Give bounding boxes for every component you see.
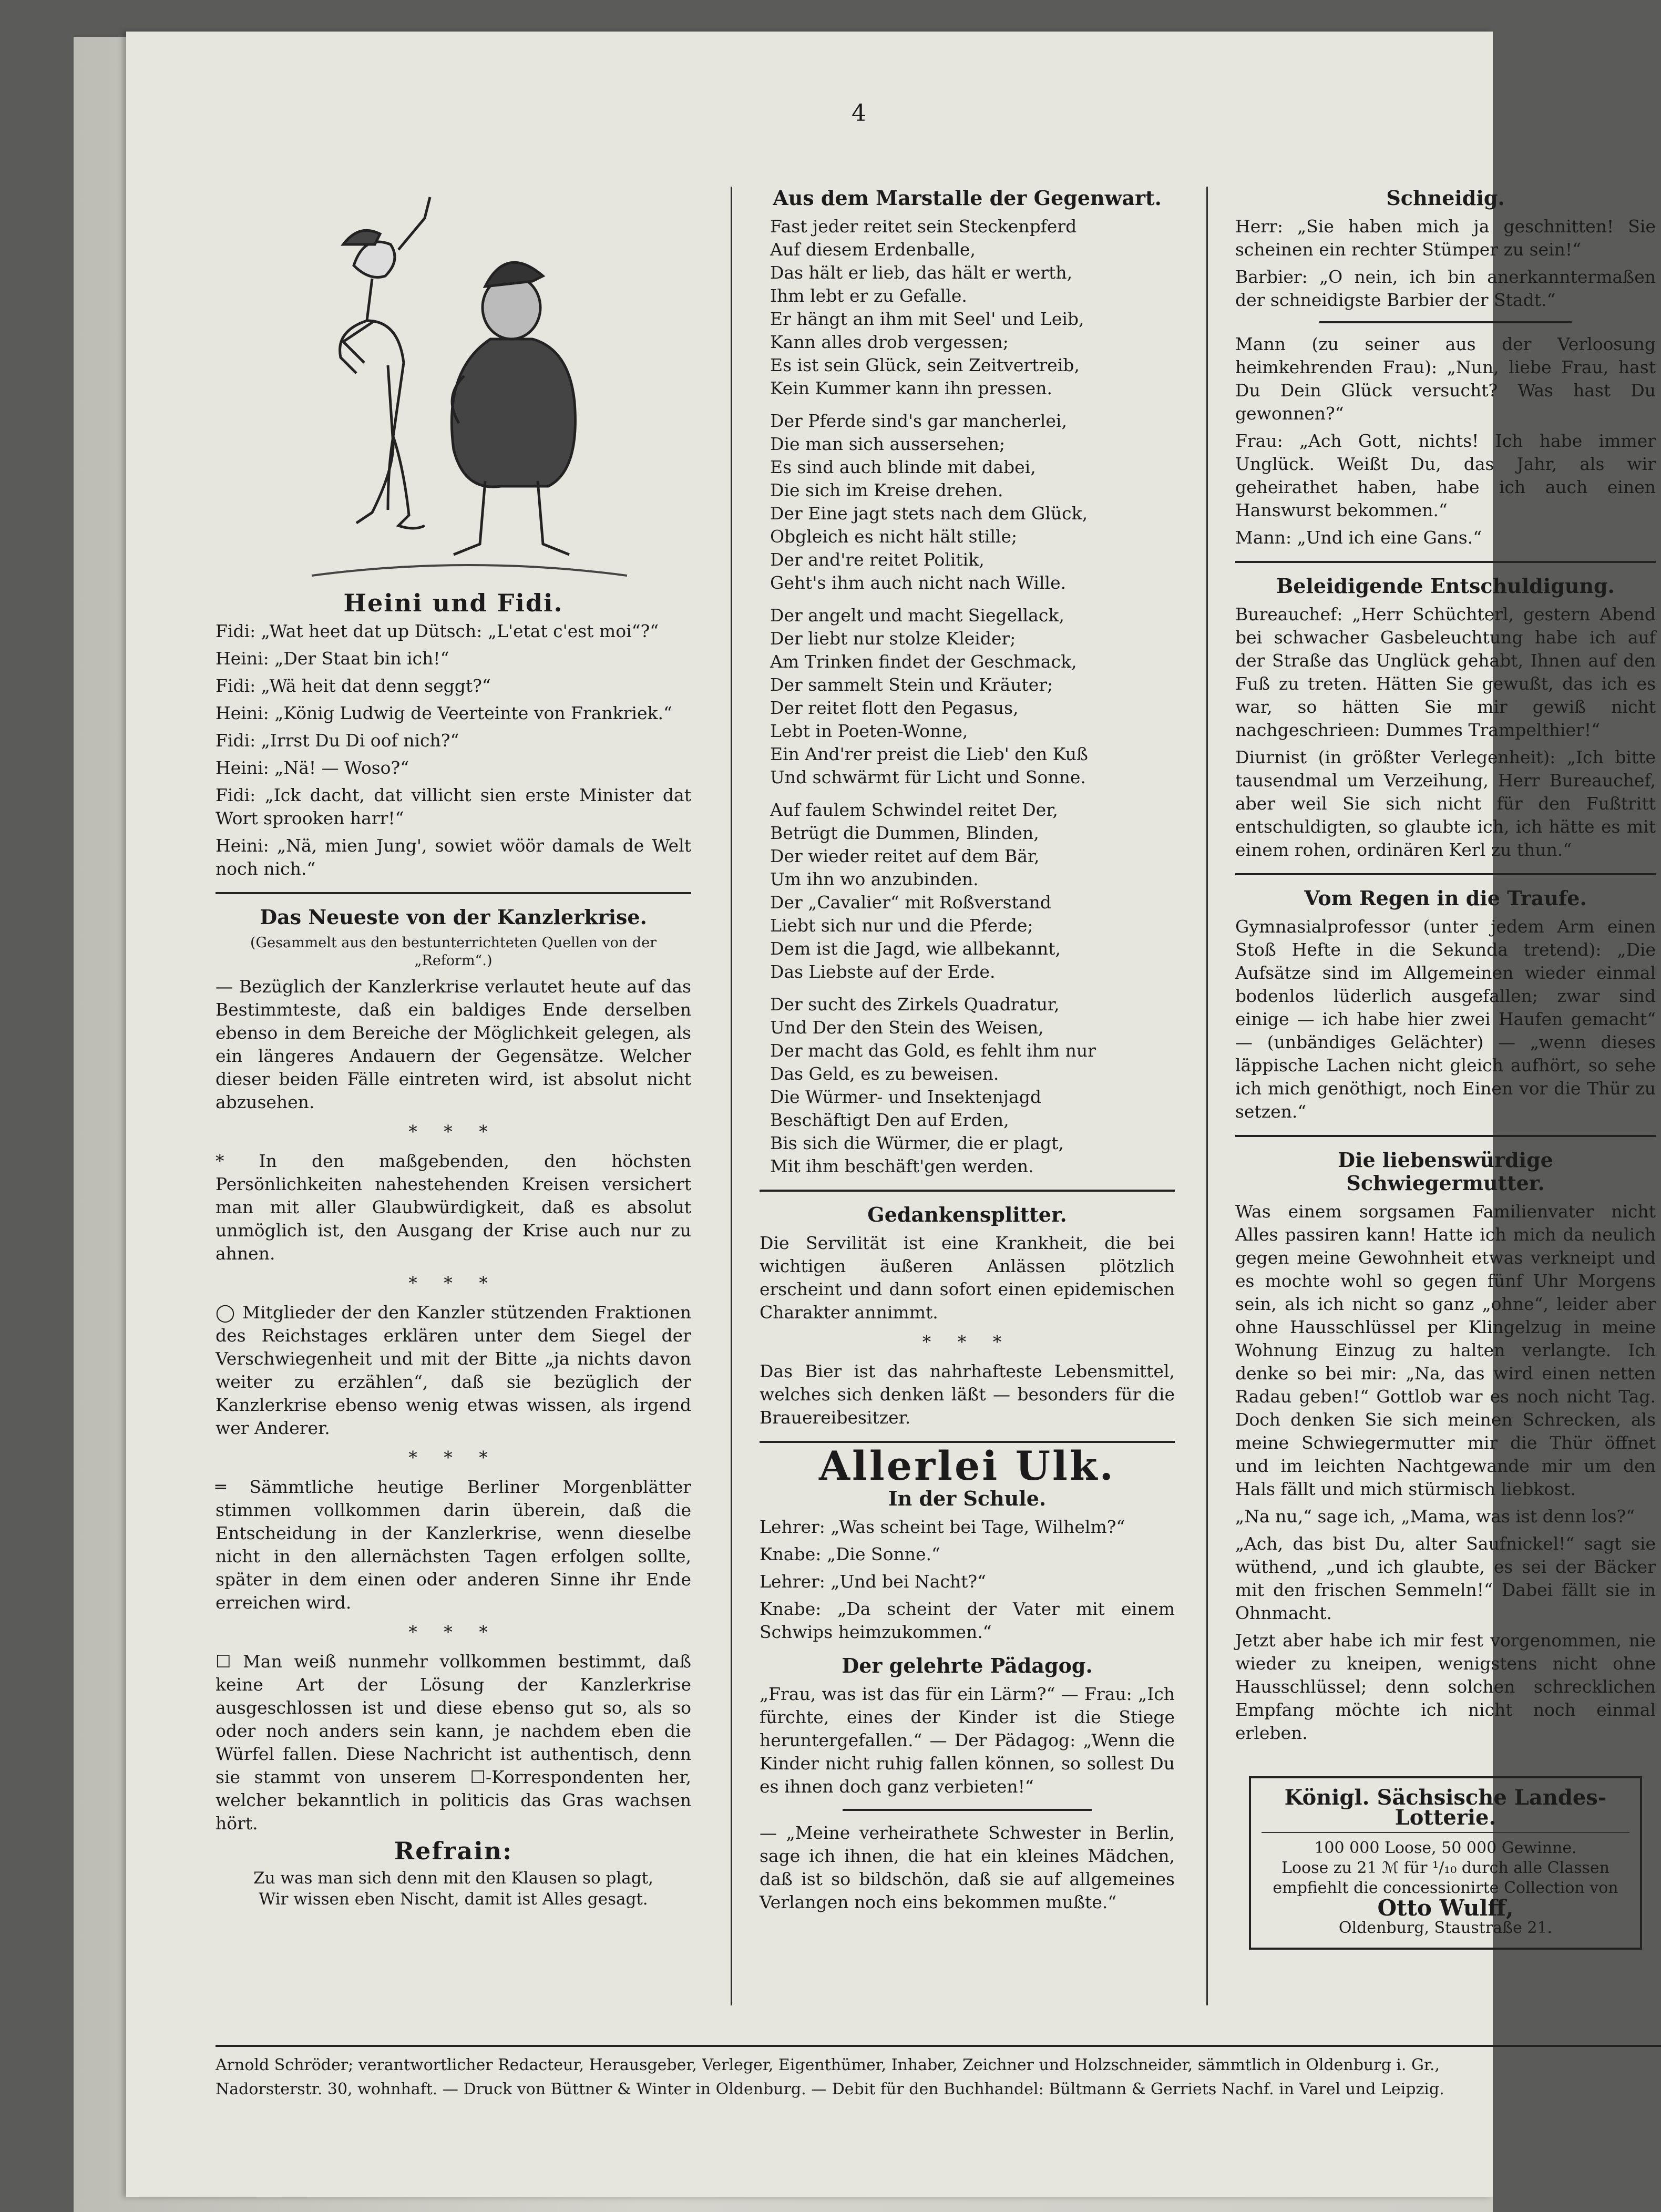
section-divider <box>1235 1135 1656 1137</box>
ad-name: Otto Wulff, <box>1377 1895 1514 1921</box>
paedagog-paragraph: „Frau, was ist das für ein Lärm?“ — Frau: „Ich fürchte, eines der Kinder ist die Stiege heruntergefallen.“ — Der Pädagog: „Wenn die Kinder nicht ruhig fallen können, so sollest Du es ihnen doch ganz verbieten!“ <box>760 1684 1175 1797</box>
kanzler-title: Das Neueste von der Kanzlerkrise. <box>260 905 647 929</box>
kanzler-paragraph: — Bezüglich der Kanzlerkrise verlautet heute auf das Bestimmteste, daß ein baldiges Ende derselben ebenso in dem Bereiche der Möglichkeit gelegen, als ein längeres Andauern der Gegensätze. Welcher dieser beiden Fälle eintreten wird, ist absolut nicht abzusehen. <box>216 976 691 1112</box>
stars-separator: * * * <box>922 1332 1012 1352</box>
schule-line: Lehrer: „Und bei Nacht?“ <box>760 1571 986 1592</box>
poem-stanza <box>760 604 1175 789</box>
verse-line: Das Geld, es zu beweisen. <box>770 1063 999 1084</box>
verse-line: Bis sich die Würmer, die er plagt, <box>770 1133 1064 1153</box>
verse-line: Auf diesem Erdenballe, <box>770 239 976 260</box>
stars-separator: * * * <box>408 1447 498 1468</box>
ad-title: Königl. Sächsische Landes-Lotterie. <box>1262 1788 1629 1833</box>
verse-line: Es ist sein Glück, sein Zeitvertreib, <box>770 355 1080 375</box>
heini-fidi-cartoon-illustration <box>264 187 643 586</box>
schwieger-paragraph: Was einem sorgsamen Familienvater nicht Alles passiren kann! Hatte ich mich da neulich gegen meine Gewohnheit etwas verkneipt und es mochte wohl so gegen fünf Uhr Morgens sein, als ich nicht so ganz „ohne“, leider aber ohne Hausschlüssel per Klingelzug in meine Wohnung Einzug zu halten verlangte. Ich denke so bei mir: „Na, das wird einen netten Radau geben!“ Gottlob war es noch nicht Tag. Doch denken Sie sich meinen Schrecken, als meine Schwiegermutter mir die Thür öffnet und im leichten Nachtgewande mir um den Hals fällt und mich stürmisch liebkost. <box>1235 1201 1656 1499</box>
verse-line: Kann alles drob vergessen; <box>770 332 1009 352</box>
column-middle <box>760 187 1175 1918</box>
column-rule <box>731 187 732 2005</box>
schwieger-title: Die liebenswürdige Schwiegermutter. <box>1338 1148 1553 1195</box>
dialog-line: Fidi: „Wä heit dat denn seggt?“ <box>216 675 491 696</box>
verse-line: Die Würmer- und Insektenjagd <box>770 1087 1041 1107</box>
verse-line: Am Trinken findet der Geschmack, <box>770 651 1077 672</box>
refrain-line: Zu was man sich denn mit den Klausen so plagt, <box>253 1869 653 1888</box>
verse-line: Um ihn wo anzubinden. <box>770 869 979 889</box>
beleid-paragraph: Diurnist (in größter Verlegenheit): „Ich bitte tausendmal um Verzeihung, Herr Bureauchef, aber weil Sie sich nicht für den Fußtritt entschuldigten, so glaubte ich, ich hätte es mit einem rohen, ordinären Kerl zu thun.“ <box>1235 747 1656 860</box>
verse-line: Der angelt und macht Siegellack, <box>770 605 1064 626</box>
stars-separator: * * * <box>408 1121 498 1142</box>
schule-line: Knabe: „Die Sonne.“ <box>760 1544 940 1564</box>
schule-line: Knabe: „Da scheint der Vater mit einem Schwips heimzukommen.“ <box>760 1599 1175 1642</box>
verse-line: Der macht das Gold, es fehlt ihm nur <box>770 1040 1096 1061</box>
poem-stanza <box>760 215 1175 400</box>
short-divider <box>843 1809 1092 1811</box>
lottery-advertisement <box>1249 1776 1642 1950</box>
footer-line: Arnold Schröder; verantwortlicher Redacteur, Herausgeber, Verleger, Eigenthümer, Inhaber, Zeichner und Holzschneider, sämmtlich in Oldenburg i. Gr., <box>216 2056 1440 2074</box>
footer-line: Nadorsterstr. 30, wohnhaft. — Druck von Büttner & Winter in Oldenburg. — Debit für den Buchhandel: Bültmann & Gerriets Nachf. in Varel und Leipzig. <box>216 2080 1444 2098</box>
beleid-paragraph: Bureauchef: „Herr Schüchterl, gestern Abend bei schwacher Gasbeleuchtung habe ich auf der Straße das Unglück gehabt, Ihnen auf den Fuß zu treten. Hätten Sie gewußt, das ich es war, so hätten Sie mir gewiß nicht nachgeschrieen: Dummes Trampelthier!“ <box>1235 604 1656 740</box>
kanzler-subtitle: (Gesammelt aus den bestunterrichteten Quellen von der „Reform“.) <box>250 935 657 969</box>
short-divider <box>1319 321 1572 323</box>
poem-stanza <box>760 993 1175 1178</box>
paedagog-title: Der gelehrte Pädagog. <box>842 1654 1093 1677</box>
stars-separator: * * * <box>408 1273 498 1293</box>
imprint-footer <box>216 2045 1661 2102</box>
verse-line: Der liebt nur stolze Kleider; <box>770 628 1016 649</box>
section-divider <box>216 892 691 894</box>
kanzler-paragraph: ☐ Man weiß nunmehr vollkommen bestimmt, daß keine Art der Lösung der Kanzlerkrise ausgeschlossen ist und diese ebenso gut so, als so oder noch anders sein kann, je nachdem eben die Würfel fallen. Diese Nachricht ist authentisch, denn sie stammt von unserem ☐-Korrespondenten her, welcher bekanntlich in politicis das Gras wachsen hört. <box>216 1651 691 1834</box>
ad-line: Loose zu 21 ℳ für ¹/₁₀ durch alle Classen empfiehlt die concessionirte Collection von <box>1273 1859 1618 1897</box>
gedanken-paragraph: Die Servilität ist eine Krankheit, die bei wichtigen äußeren Anlässen plötzlich erscheint und dann sofort einen epidemischen Charakter annimmt. <box>760 1233 1175 1323</box>
verse-line: Und schwärmt für Licht und Sonne. <box>770 767 1086 787</box>
gedanken-title: Gedankensplitter. <box>867 1203 1067 1226</box>
kanzler-paragraph: ═ Sämmtliche heutige Berliner Morgenblätter stimmen vollkommen darin überein, daß die Entscheidung in der Kanzlerkrise, wenn dieselbe nicht in den allernächsten Tagen erfolgen sollte, später in dem einen oder anderen Sinne ihr Ende erreichen wird. <box>216 1477 691 1613</box>
schwieger-paragraph: „Na nu,“ sage ich, „Mama, was ist denn los?“ <box>1235 1506 1635 1527</box>
beleid-title: Beleidigende Entschuldigung. <box>1276 574 1615 598</box>
section-divider <box>1235 873 1656 875</box>
ad-address: Oldenburg, Staustraße 21. <box>1338 1919 1553 1937</box>
verse-line: Die man sich aussersehen; <box>770 434 1006 454</box>
verse-line: Er hängt an ihm mit Seel' und Leib, <box>770 309 1084 329</box>
regen-paragraph: Gymnasialprofessor (unter jedem Arm einen Stoß Hefte in die Sekunda tretend): „Die Aufsätze sind im Allgemeinen wieder einmal bodenlos lüderlich ausgefallen; zwar sind einige — ich habe hier zwei Haufen gemacht“ — (unbändiges Gelächter) — „wenn dieses läppische Lachen nicht gleich aufhört, so sehe ich mich genöthigt, noch Einen vor die Thür zu setzen.“ <box>1235 916 1656 1122</box>
dialog-line: Heini: „König Ludwig de Veerteinte von Frankriek.“ <box>216 703 672 723</box>
verse-line: Obgleich es nicht hält stille; <box>770 526 1018 547</box>
verse-line: Geht's ihm auch nicht nach Wille. <box>770 572 1067 593</box>
newspaper-page <box>126 32 1656 2197</box>
schneidig-paragraph: Barbier: „O nein, ich bin anerkanntermaßen der schneidigste Barbier der Stadt.“ <box>1235 267 1656 310</box>
schule-line: Lehrer: „Was scheint bei Tage, Wilhelm?“ <box>760 1517 1125 1537</box>
verse-line: Der reitet flott den Pegasus, <box>770 698 1019 718</box>
mann-paragraph: Mann: „Und ich eine Gans.“ <box>1235 527 1482 548</box>
verse-line: Das Liebste auf der Erde. <box>770 961 996 982</box>
ad-line: 100 000 Loose, 50 000 Gewinne. <box>1314 1839 1577 1857</box>
kanzler-paragraph: ◯ Mitglieder der den Kanzler stützenden Fraktionen des Reichstages erklären unter dem Siegel der Verschwiegenheit und mit der Bitte „ja nichts davon weiter zu erzählen“, daß sie bezüglich der Kanzlerkrise ebenso wenig etwas wissen, als irgend wer Anderer. <box>216 1302 691 1438</box>
schwieger-paragraph: Jetzt aber habe ich mir fest vorgenommen, nie wieder zu kneipen, wenigstens nicht ohne Hausschlüssel; denn solchen schrecklichen Empfang möchte ich nicht noch einmal erleben. <box>1235 1630 1656 1743</box>
dialog-line: Heini: „Nä! — Woso?“ <box>216 757 409 778</box>
allerlei-title: Allerlei Ulk. <box>819 1442 1115 1489</box>
schneidig-paragraph: Herr: „Sie haben mich ja geschnitten! Sie scheinen ein rechter Stümper zu sein!“ <box>1235 216 1656 260</box>
marstall-title: Aus dem Marstalle der Gegenwart. <box>773 186 1162 210</box>
regen-title: Vom Regen in die Traufe. <box>1304 886 1587 910</box>
verse-line: Ein And'rer preist die Lieb' den Kuß <box>770 744 1088 764</box>
schneidig-title: Schneidig. <box>1386 186 1505 210</box>
mann-paragraph: Mann (zu seiner aus der Verloosung heimkehrenden Frau): „Nun, liebe Frau, hast Du Dein Glück versucht? Was hast Du gewonnen?“ <box>1235 334 1656 424</box>
schwester-paragraph: — „Meine verheirathete Schwester in Berlin, sage ich ihnen, die hat ein kleines Mädchen, daß ist so bildschön, daß sie auf allgemeines Verlangen noch eins bekommen mußte.“ <box>760 1822 1175 1912</box>
verse-line: Das hält er lieb, das hält er werth, <box>770 262 1073 283</box>
mann-paragraph: Frau: „Ach Gott, nichts! Ich habe immer Unglück. Weißt Du, das Jahr, als wir geheirathet haben, habe ich auch einen Hanswurst bekommen.“ <box>1235 431 1656 520</box>
verse-line: Der Eine jagt stets nach dem Glück, <box>770 503 1088 524</box>
verse-line: Dem ist die Jagd, wie allbekannt, <box>770 938 1061 959</box>
page-number: 4 <box>852 100 866 127</box>
dialog-line: Heini: „Der Staat bin ich!“ <box>216 648 449 669</box>
refrain-title: Refrain: <box>394 1837 513 1865</box>
verse-line: Es sind auch blinde mit dabei, <box>770 457 1036 477</box>
section-divider <box>760 1190 1175 1192</box>
verse-line: Der sucht des Zirkels Quadratur, <box>770 994 1060 1015</box>
verse-line: Auf faulem Schwindel reitet Der, <box>770 800 1058 820</box>
verse-line: Liebt sich nur und die Pferde; <box>770 915 1033 936</box>
verse-line: Der „Cavalier“ mit Roßverstand <box>770 892 1051 913</box>
verse-line: Und Der den Stein des Weisen, <box>770 1017 1044 1038</box>
column-left <box>216 187 691 1910</box>
verse-line: Mit ihm beschäft'gen werden. <box>770 1156 1034 1176</box>
dialog-line: Fidi: „Wat heet dat up Dütsch: „L'etat c'est moi“?“ <box>216 621 659 641</box>
schwieger-paragraph: „Ach, das bist Du, alter Saufnickel!“ sagt sie wüthend, „und ich glaubte, es sei der Bäcker mit den frischen Semmeln!“ Dabei fällt sie in Ohnmacht. <box>1235 1533 1656 1623</box>
verse-line: Die sich im Kreise drehen. <box>770 480 1003 500</box>
verse-line: Betrügt die Dummen, Blinden, <box>770 823 1039 843</box>
verse-line: Der and're reitet Politik, <box>770 549 985 570</box>
stars-separator: * * * <box>408 1622 498 1642</box>
verse-line: Der wieder reitet auf dem Bär, <box>770 846 1040 866</box>
poem-stanza <box>760 798 1175 984</box>
section-divider <box>1235 561 1656 563</box>
verse-line: Der Pferde sind's gar mancherlei, <box>770 411 1067 431</box>
refrain-line: Wir wissen eben Nischt, damit ist Alles gesagt. <box>259 1890 648 1909</box>
cartoon-title: Heini und Fidi. <box>343 589 563 617</box>
column-right <box>1235 187 1656 1950</box>
dialog-line: Fidi: „Irrst Du Di oof nich?“ <box>216 730 459 751</box>
gedanken-paragraph: Das Bier ist das nahrhafteste Lebensmittel, welches sich denken läßt — besonders für die Brauereibesitzer. <box>760 1361 1175 1428</box>
verse-line: Fast jeder reitet sein Steckenpferd <box>770 216 1077 237</box>
dialog-line: Fidi: „Ick dacht, dat villicht sien erste Minister dat Wort sprooken harr!“ <box>216 785 691 828</box>
poem-stanza <box>760 409 1175 595</box>
verse-line: Der sammelt Stein und Kräuter; <box>770 674 1053 695</box>
column-rule <box>1206 187 1208 2005</box>
verse-line: Lebt in Poeten-Wonne, <box>770 721 968 741</box>
verse-line: Kein Kummer kann ihn pressen. <box>770 378 1052 398</box>
verse-line: Ihm lebt er zu Gefalle. <box>770 285 967 306</box>
kanzler-paragraph: * In den maßgebenden, den höchsten Persönlichkeiten nahestehenden Kreisen versichert man mit aller Glaubwürdigkeit, daß es absolut unmöglich ist, den Ausgang der Krise auch nur zu ahnen. <box>216 1151 691 1264</box>
verse-line: Beschäftigt Den auf Erden, <box>770 1110 1009 1130</box>
dialog-line: Heini: „Nä, mien Jung', sowiet wöör damals de Welt noch nich.“ <box>216 835 691 879</box>
schule-title: In der Schule. <box>888 1487 1047 1510</box>
